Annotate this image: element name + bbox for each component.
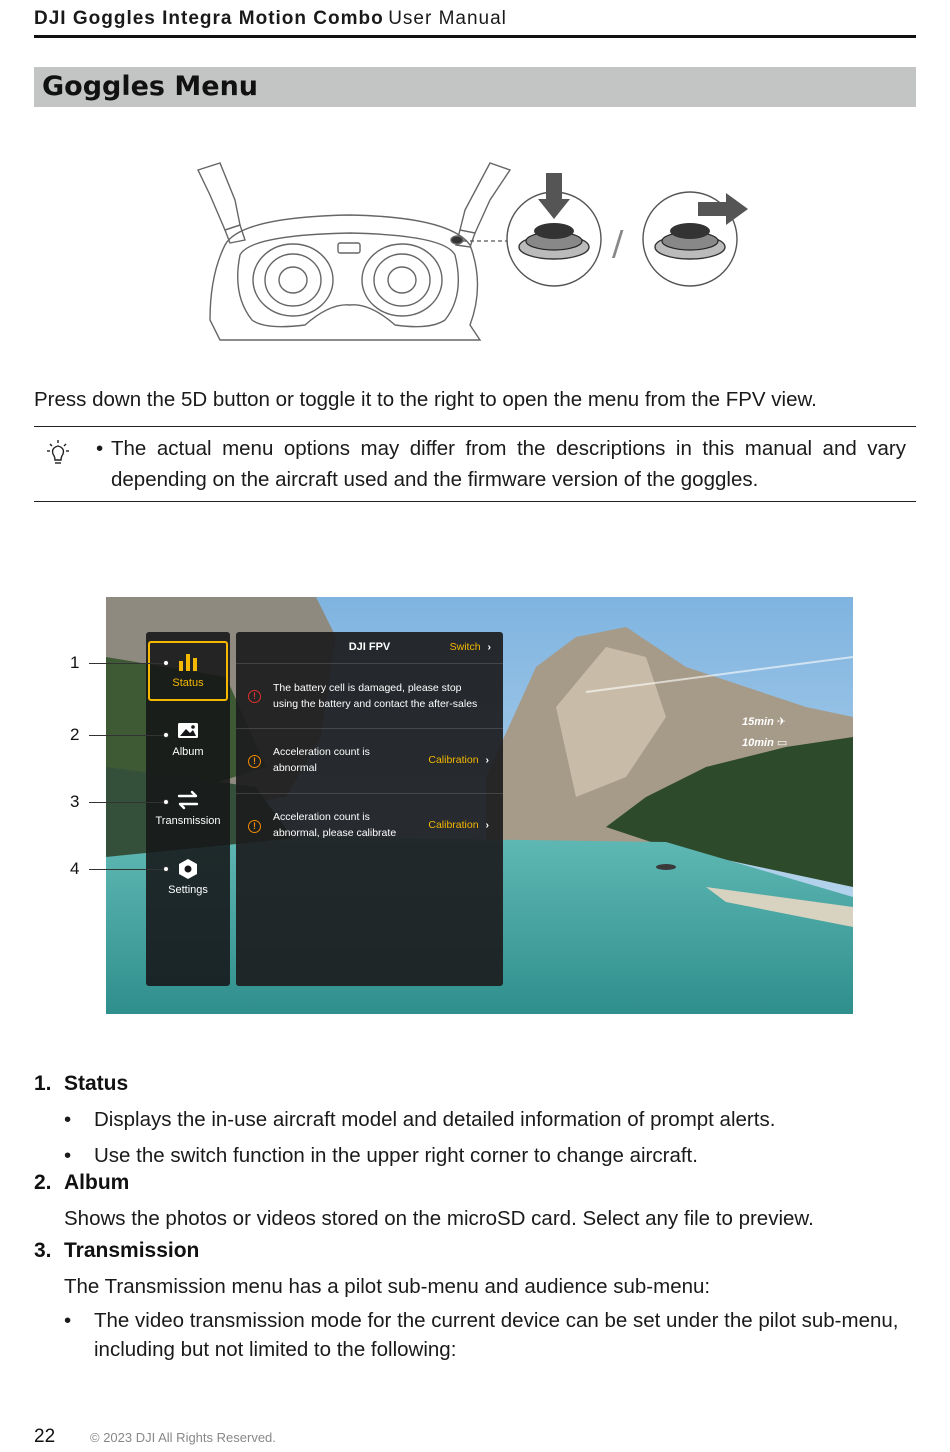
callout-line bbox=[89, 735, 167, 736]
alert-message: The battery cell is damaged, please stop using the battery and contact the after-sales bbox=[273, 682, 478, 710]
drone-icon: ✈ bbox=[776, 716, 787, 728]
album-description: Shows the photos or videos stored on the microSD card. Select any file to preview. bbox=[64, 1207, 814, 1230]
copyright: © 2023 DJI All Rights Reserved. bbox=[90, 1430, 276, 1445]
section-title-bar bbox=[34, 67, 916, 107]
image-icon bbox=[176, 720, 200, 742]
page-number: 22 bbox=[34, 1426, 56, 1447]
intro-paragraph: Press down the 5D button or toggle it to the right to open the menu from the FPV view. bbox=[34, 388, 817, 411]
lightbulb-icon bbox=[44, 439, 72, 467]
sidebar-item-album[interactable] bbox=[148, 712, 228, 772]
list-title: Status bbox=[64, 1072, 129, 1095]
hexagon-gear-icon bbox=[176, 858, 200, 880]
callout-dot bbox=[163, 799, 169, 805]
list-bullet-item: • Displays the in-use aircraft model and detailed information of prompt alerts. bbox=[64, 1105, 916, 1134]
callout-number: 2 bbox=[70, 725, 80, 744]
tip-bullet: • bbox=[96, 437, 104, 460]
goggles-battery-time: 10min bbox=[742, 737, 774, 749]
tip-message: The actual menu options may differ from the descriptions in this manual and vary depending on the aircraft used and the firmware version of the goggles. bbox=[111, 437, 906, 491]
swap-arrows-icon bbox=[176, 789, 200, 811]
callout-dot bbox=[163, 866, 169, 872]
aircraft-model-title: DJI FPV bbox=[348, 641, 391, 653]
hud-aircraft-time bbox=[742, 715, 786, 728]
callout-dot bbox=[163, 732, 169, 738]
list-number: 3. bbox=[34, 1239, 52, 1262]
goggles-icon: ▭ bbox=[776, 737, 788, 749]
alert-row[interactable] bbox=[236, 793, 503, 858]
tip-box bbox=[34, 426, 916, 502]
list-title: Transmission bbox=[64, 1239, 200, 1262]
sidebar-item-settings[interactable] bbox=[148, 850, 228, 910]
sidebar-item-label: Settings bbox=[168, 884, 208, 896]
calibration-button[interactable] bbox=[428, 754, 489, 766]
list-number: 1. bbox=[34, 1072, 52, 1095]
warning-alert-icon: ! bbox=[248, 755, 261, 768]
status-bullet-text: Displays the in-use aircraft model and detailed information of prompt alerts. bbox=[94, 1108, 776, 1131]
calibration-button[interactable] bbox=[428, 819, 489, 831]
callout-line bbox=[89, 869, 167, 870]
alert-row[interactable] bbox=[236, 663, 503, 728]
switch-label: Switch bbox=[449, 641, 481, 653]
chevron-right-icon: › bbox=[485, 754, 489, 766]
goggles-menu-screenshot bbox=[106, 597, 853, 1014]
callout-line bbox=[89, 663, 167, 664]
calibration-label: Calibration bbox=[428, 819, 479, 831]
calibration-label: Calibration bbox=[428, 754, 479, 766]
list-number: 2. bbox=[34, 1171, 52, 1194]
callout-number: 1 bbox=[70, 653, 80, 672]
list-bullet-item: • Use the switch function in the upper right corner to change aircraft. bbox=[64, 1141, 916, 1170]
page-header bbox=[34, 8, 916, 38]
manual-type: User Manual bbox=[388, 8, 507, 29]
goggles-5d-button-illustration bbox=[180, 155, 760, 345]
sidebar-item-label: Transmission bbox=[155, 815, 221, 827]
callout-number: 4 bbox=[70, 859, 80, 878]
alert-message: Acceleration count is abnormal, please calibrate bbox=[273, 811, 397, 839]
hud-goggles-time bbox=[742, 736, 787, 749]
list-heading-status bbox=[34, 1072, 128, 1096]
callout-dot bbox=[163, 660, 169, 666]
sidebar-item-label: Album bbox=[172, 746, 204, 758]
sidebar-item-transmission[interactable] bbox=[148, 781, 228, 841]
callout-number: 3 bbox=[70, 792, 80, 811]
list-title: Album bbox=[64, 1171, 130, 1194]
list-heading-album bbox=[34, 1171, 129, 1195]
list-bullet-item: • The video transmission mode for the current device can be set under the pilot sub-menu, including but not limited to the following: bbox=[64, 1306, 916, 1364]
aircraft-flight-time: 15min bbox=[742, 716, 774, 728]
manual-product-name: DJI Goggles Integra Motion Combo bbox=[34, 8, 384, 29]
warning-alert-icon: ! bbox=[248, 820, 261, 833]
chevron-right-icon: › bbox=[485, 819, 489, 831]
switch-aircraft-button[interactable] bbox=[450, 641, 491, 653]
bar-chart-icon bbox=[176, 651, 200, 673]
sidebar-item-status[interactable] bbox=[148, 641, 228, 701]
transmission-bullet-text: The video transmission mode for the current device can be set under the pilot sub-menu, including but not limited to the following: bbox=[94, 1309, 899, 1361]
section-title: Goggles Menu bbox=[42, 71, 259, 102]
alert-message: Acceleration count is abnormal bbox=[273, 746, 370, 774]
chevron-right-icon: › bbox=[487, 641, 491, 653]
alert-row[interactable] bbox=[236, 728, 503, 793]
transmission-description: The Transmission menu has a pilot sub-menu and audience sub-menu: bbox=[64, 1275, 711, 1298]
tip-text bbox=[96, 433, 906, 495]
callout-line bbox=[89, 802, 167, 803]
separator-slash: / bbox=[612, 224, 624, 264]
status-panel bbox=[236, 632, 503, 986]
sidebar-item-label: Status bbox=[172, 677, 204, 689]
status-bullet-text: Use the switch function in the upper right corner to change aircraft. bbox=[94, 1144, 698, 1167]
menu-sidebar bbox=[146, 632, 230, 986]
list-heading-transmission bbox=[34, 1239, 199, 1263]
error-alert-icon: ! bbox=[248, 690, 261, 703]
